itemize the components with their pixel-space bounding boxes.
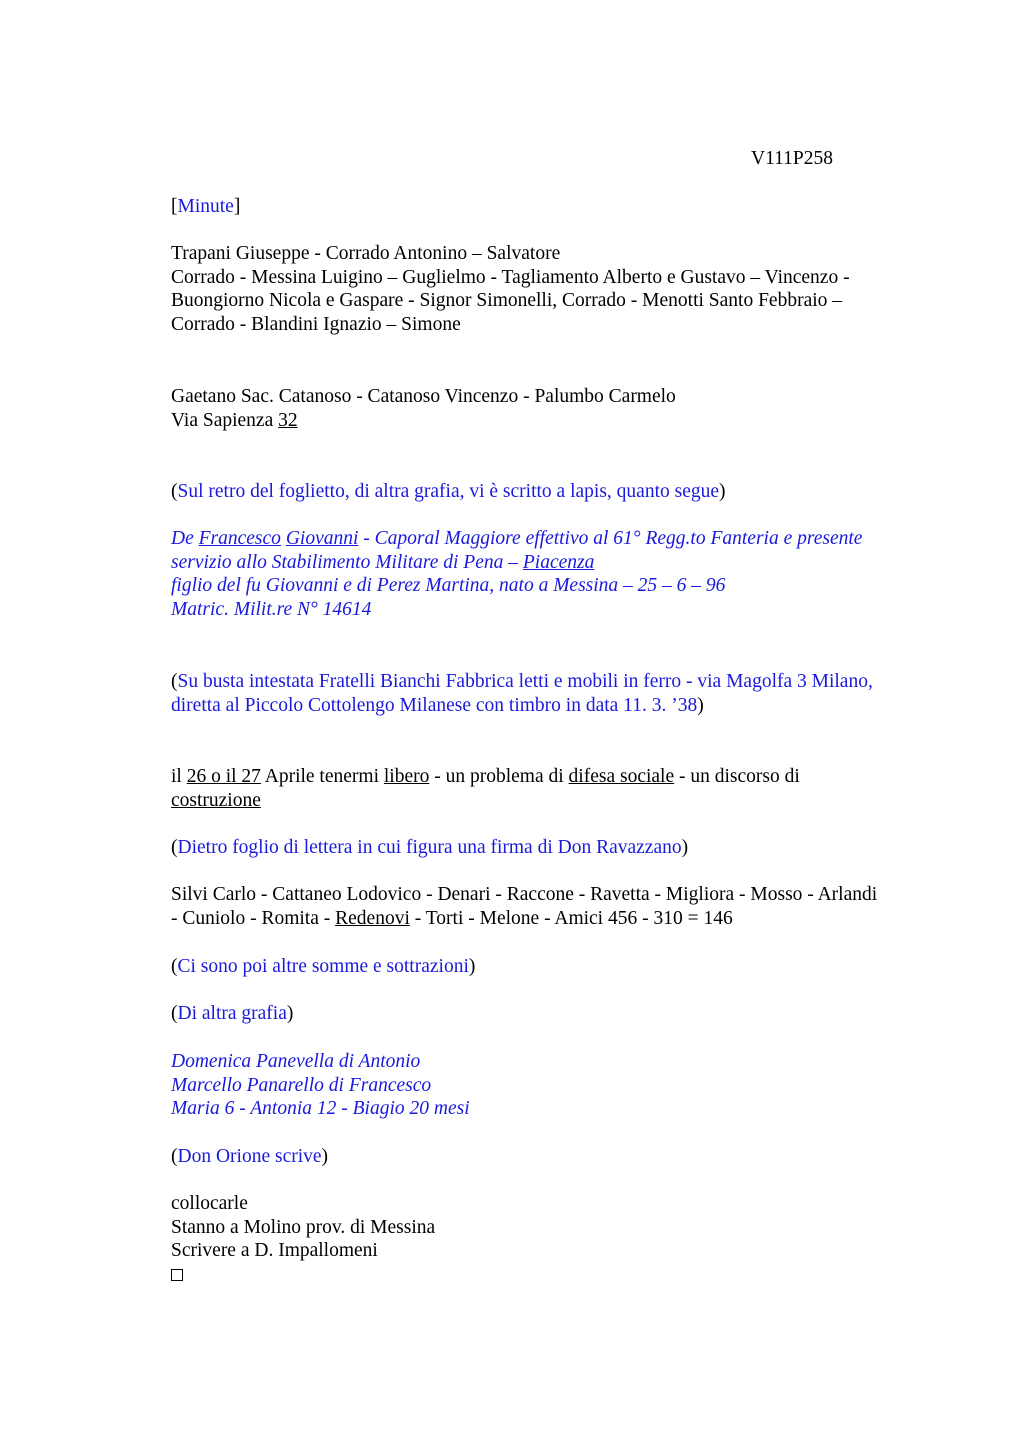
names-list-3: [171, 883, 931, 930]
april-note: [171, 765, 931, 812]
soldier-line-2: servizio allo Stabilimento Militare di Pena – Piacenza: [171, 551, 595, 573]
soldier-line-4: Matric. Milit.re N° 14614: [171, 598, 372, 620]
annotation-6: (Don Orione scrive): [171, 1146, 329, 1167]
checkbox-square-icon: [171, 1269, 183, 1281]
names-list-2: [171, 385, 931, 432]
final-line-1: collocarle: [171, 1193, 248, 1214]
soldier-line-3: figlio del fu Giovanni e di Perez Martina, nato a Messina – 25 – 6 – 96: [171, 575, 726, 596]
names-1-line-4: Corrado - Blandini Ignazio – Simone: [171, 313, 461, 335]
names-1-line-3: Buongiorno Nicola e Gaspare - Signor Simonelli, Corrado - Menotti Santo Febbraio –: [171, 290, 843, 311]
address-text: Via Sapienza: [171, 409, 279, 431]
annotation-3-text: Dietro foglio di lettera in cui figura una firma di Don Ravazzano: [177, 837, 682, 858]
april-line-1: il 26 o il 27 Aprile tenermi libero - un problema di difesa sociale - un discorso di: [171, 766, 800, 787]
final-line-3: Scrivere a D. Impallomeni: [171, 1240, 378, 1261]
children-list: [171, 1050, 931, 1121]
annotation-2-line-2: diretta al Piccolo Cottolengo Milanese con timbro in data 11. 3. ’38): [171, 694, 704, 716]
children-line-3: Maria 6 - Antonia 12 - Biagio 20 mesi: [171, 1098, 470, 1119]
annotation-3: (Dietro foglio di lettera in cui figura una firma di Don Ravazzano): [171, 837, 689, 858]
annotation-4-text: Ci sono poi altre somme e sottrazioni: [177, 956, 469, 977]
annotation-5: (Di altra grafia): [171, 1003, 294, 1024]
children-line-1: Domenica Panevella di Antonio: [171, 1051, 421, 1072]
names-3-line-2: - Cuniolo - Romita - Redenovi - Torti - Melone - Amici 456 - 310 = 146: [171, 907, 733, 929]
annotation-2: [171, 670, 931, 717]
minute-label: Minute: [177, 196, 234, 217]
annotation-5-text: Di altra grafia: [177, 1003, 287, 1024]
annotation-2-line-1: (Su busta intestata Fratelli Bianchi Fabbrica letti e mobili in ferro - via Magolfa 3 Milano,: [171, 671, 873, 692]
address-number: 32: [278, 409, 298, 431]
bracket-open: [: [171, 196, 178, 217]
names-2-line-1: Gaetano Sac. Catanoso - Catanoso Vincenzo - Palumbo Carmelo: [171, 386, 676, 407]
soldier-surname: Francesco: [198, 528, 281, 549]
soldier-record: [171, 527, 931, 621]
bracket-close: ]: [233, 196, 241, 217]
soldier-first-name: Giovanni: [285, 528, 359, 549]
soldier-line-1: De Francesco Giovanni - Caporal Maggiore effettivo al 61° Regg.to Fanteria e presente: [171, 528, 863, 549]
names-1-line-1: Trapani Giuseppe - Corrado Antonino – Salvatore: [171, 243, 561, 264]
final-line-2: Stanno a Molino prov. di Messina: [171, 1216, 436, 1238]
names-list-1: [171, 242, 931, 336]
names-2-line-2: [171, 409, 931, 433]
names-3-line-1: Silvi Carlo - Cattaneo Lodovico - Denari - Raccone - Ravetta - Migliora - Mosso - Arlandi: [171, 884, 878, 905]
annotation-1: (Sul retro del foglietto, di altra grafia, vi è scritto a lapis, quanto segue): [171, 481, 726, 502]
children-line-2: Marcello Panarello di Francesco: [171, 1074, 432, 1096]
annotation-1-text: Sul retro del foglietto, di altra grafia, vi è scritto a lapis, quanto segue: [177, 481, 720, 502]
names-1-line-2: Corrado - Messina Luigino – Guglielmo - Tagliamento Alberto e Gustavo – Vincenzo -: [171, 266, 850, 288]
soldier-city: Piacenza: [522, 551, 595, 573]
april-line-2: costruzione: [171, 789, 261, 811]
final-note: [171, 1192, 931, 1287]
annotation-4: (Ci sono poi altre somme e sottrazioni): [171, 956, 476, 977]
annotation-6-text: Don Orione scrive: [177, 1146, 322, 1167]
minute-heading: [171, 195, 931, 219]
document-reference: V111P258: [751, 148, 833, 169]
